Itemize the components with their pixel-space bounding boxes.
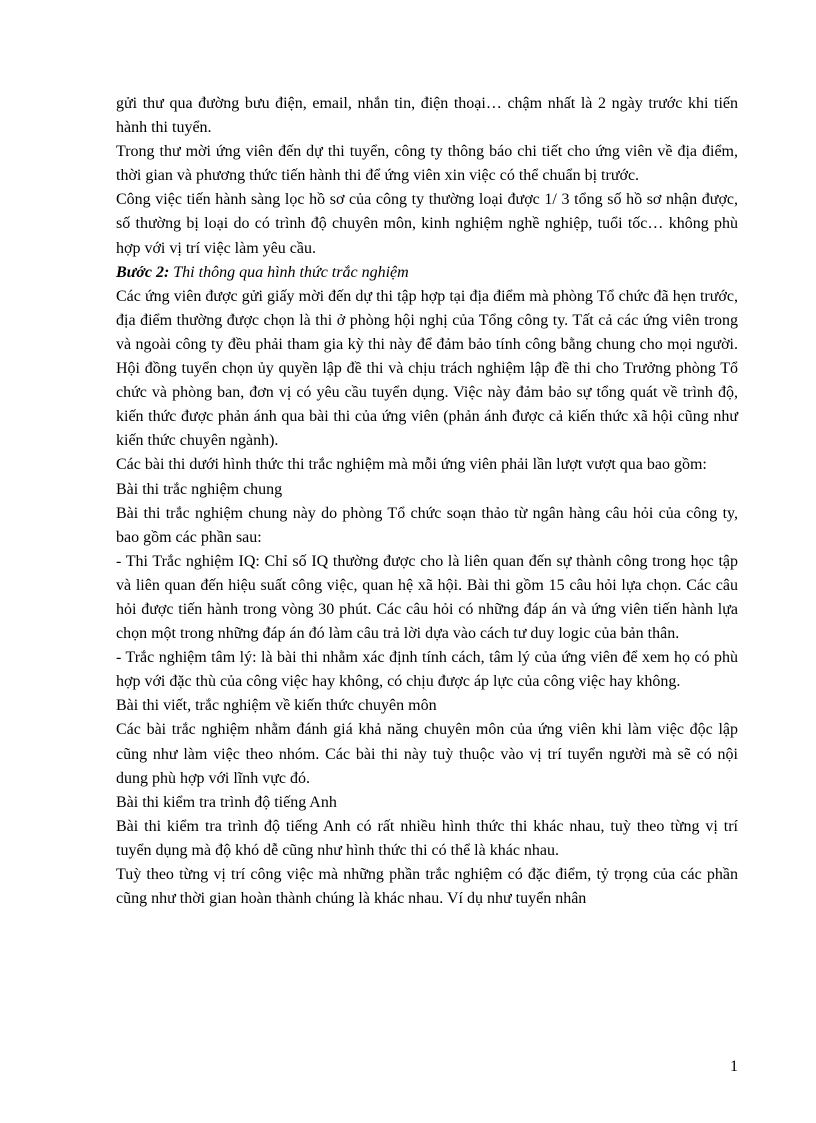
subheading-english-test: Bài thi kiểm tra trình độ tiếng Anh: [116, 793, 337, 811]
subheading-general-test: Bài thi trắc nghiệm chung: [116, 480, 283, 498]
step-2-heading: [116, 261, 738, 285]
paragraph-exam-types: Các bài thi dưới hình thức thi trắc nghiệm mà mỗi ứng viên phải lần lượt vượt qua bao gồm:: [116, 456, 707, 474]
paragraph-weighting: Tuỳ theo từng vị trí công việc mà những phần trắc nghiệm có đặc điểm, tỷ trọng của các phần cũng như thời gian hoàn thành chúng là khác nhau. Ví dụ như tuyển nhân: [116, 866, 738, 908]
document-page: [116, 92, 738, 911]
paragraph-general-test: Bài thi trắc nghiệm chung này do phòng Tổ chức soạn thảo từ ngân hàng câu hỏi của công ty, bao gồm các phần sau:: [116, 504, 738, 546]
paragraph-specialty-test: Các bài trắc nghiệm nhằm đánh giá khả năng chuyên môn của ứng viên khi làm việc độc lập cũng như làm việc theo nhóm. Các bài thi này tuỳ thuộc vào vị trí tuyển người mà sẽ có nội dung phù hợp với lĩnh vực đó.: [116, 721, 738, 787]
paragraph-exam-venue: Các ứng viên được gửi giấy mời đến dự thi tập hợp tại địa điểm mà phòng Tổ chức đã hẹn trước, địa điểm thường được chọn là thi ở phòng hội nghị của Tổng công ty. Tất cả các ứng viên trong và ngoài công ty đều phải tham gia kỳ thi này để đảm bảo tính công bằng chung cho mọi người. Hội đồng tuyển chọn ủy quyền lập đề thi và chịu trách nghiệm lập đề thi cho Trưởng phòng Tổ chức và phòng ban, đơn vị có yêu cầu tuyển dụng. Việc này đảm bảo sự tổng quát về trình độ, kiến thức được phản ánh qua bài thi của ứng viên (phản ánh được cả kiến thức xã hội cũng như kiến thức chuyên ngành).: [116, 287, 738, 450]
paragraph-english-test: Bài thi kiểm tra trình độ tiếng Anh có rất nhiều hình thức thi khác nhau, tuỳ theo từng vị trí tuyển dụng mà độ khó dễ cũng như hình thức thi có thể là khác nhau.: [116, 817, 738, 859]
step-2-label: Bước 2:: [116, 263, 170, 281]
paragraph-invitation: Trong thư mời ứng viên đến dự thi tuyển, công ty thông báo chi tiết cho ứng viên về địa điểm, thời gian và phương thức tiến hành thi để ứng viên xin việc có thể chuẩn bị trước.: [116, 143, 738, 185]
step-2-title: Thi thông qua hình thức trắc nghiệm: [173, 263, 409, 281]
page-number: 1: [730, 1058, 738, 1075]
paragraph-intro: gửi thư qua đường bưu điện, email, nhắn tin, điện thoại… chậm nhất là 2 ngày trước khi tiến hành thi tuyển.: [116, 95, 738, 137]
paragraph-screening: Công việc tiến hành sàng lọc hồ sơ của công ty thường loại được 1/ 3 tổng số hồ sơ nhận được, số thường bị loại do có trình độ chuyên môn, kinh nghiệm nghề nghiệp, tuổi tốc… không phù hợp với vị trí việc làm yêu cầu.: [116, 191, 738, 257]
subheading-specialty-test: Bài thi viết, trắc nghiệm về kiến thức chuyên môn: [116, 697, 437, 715]
paragraph-psych-test: - Trắc nghiệm tâm lý: là bài thi nhằm xác định tính cách, tâm lý của ứng viên để xem họ có phù hợp với đặc thù của công việc hay không, có chịu được áp lực của công việc hay không.: [116, 649, 738, 691]
paragraph-iq-test: - Thi Trắc nghiệm IQ: Chỉ số IQ thường được cho là liên quan đến sự thành công trong học tập và liên quan đến hiệu suất công việc, quan hệ xã hội. Bài thi gồm 15 câu hỏi lựa chọn. Các câu hỏi được tiến hành trong vòng 30 phút. Các câu hỏi có những đáp án và ứng viên tiến hành lựa chọn một trong những đáp án đó làm câu trả lời dựa vào cách tư duy logic của bản thân.: [116, 552, 738, 643]
